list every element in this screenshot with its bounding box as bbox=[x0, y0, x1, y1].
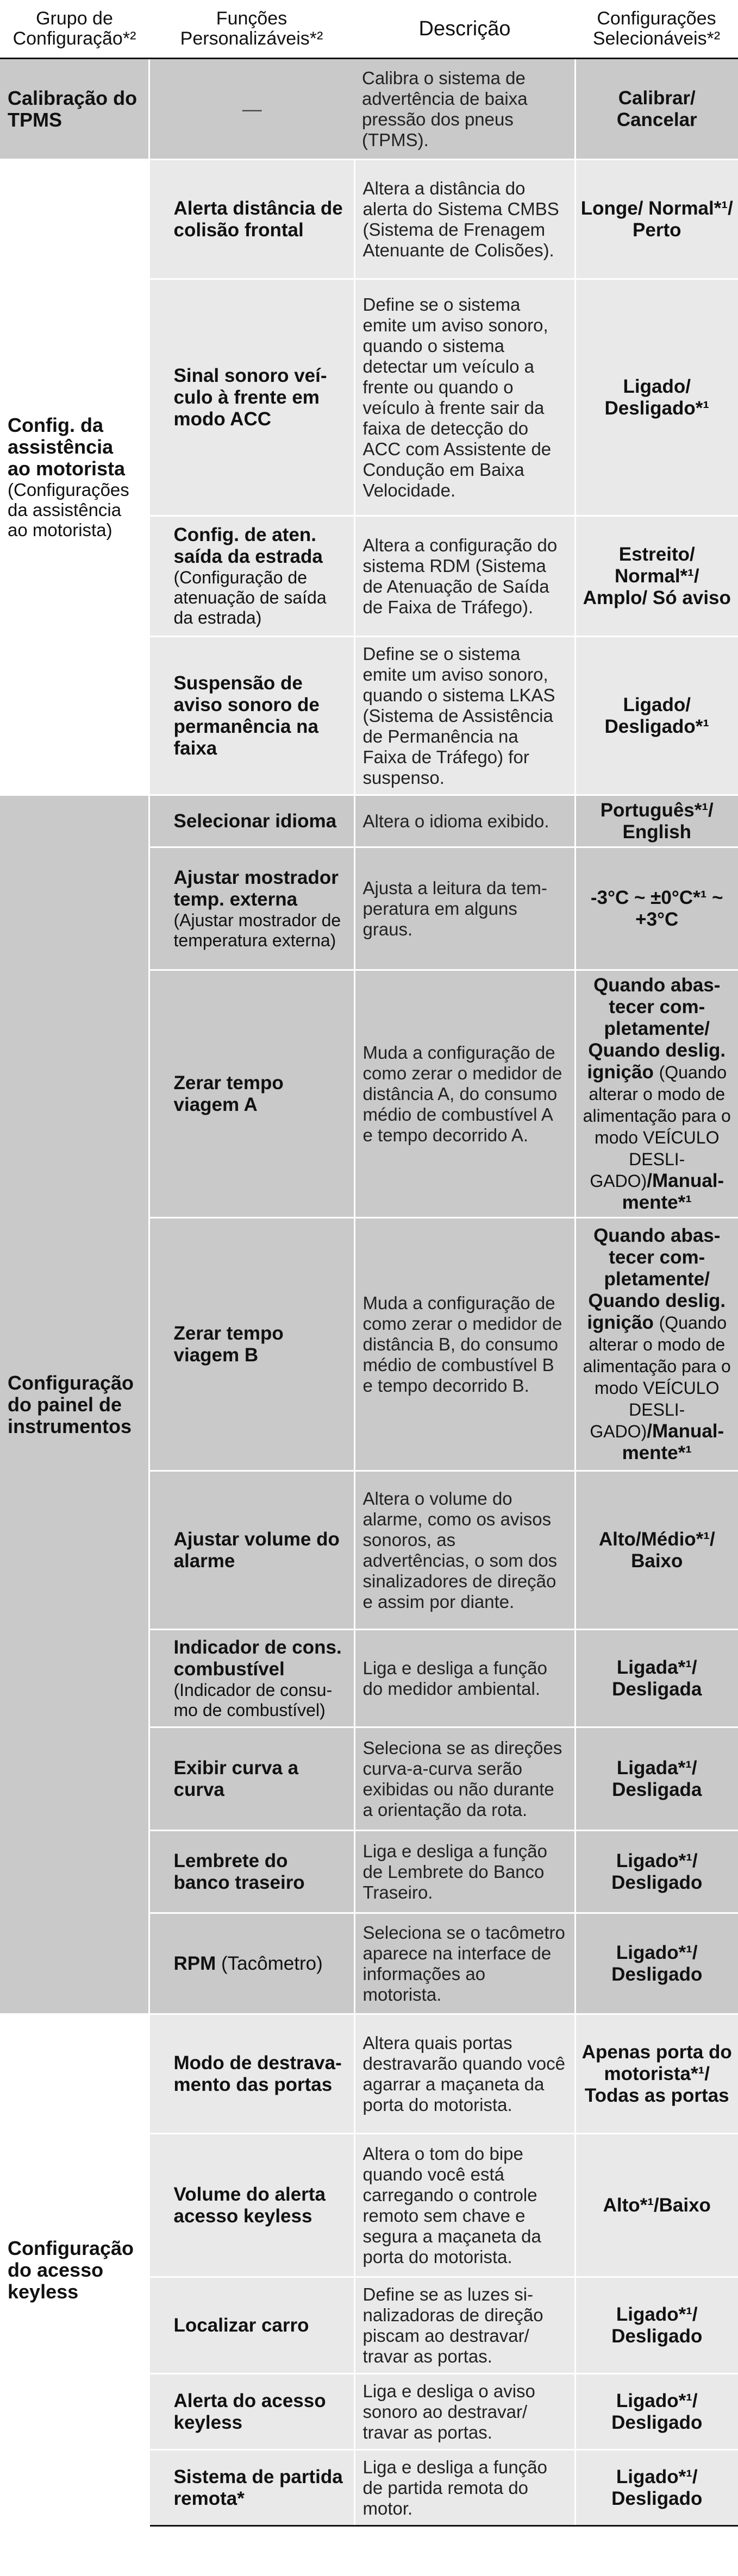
description-cell: Altera o idioma exibido. bbox=[354, 795, 575, 847]
function-cell: Localizar carro bbox=[149, 2277, 354, 2374]
description-cell: Define se o sistema emite um aviso sonoro, quando o sistema LKAS (Sistema de Assistência de Permanência na Faixa de Tráfego) for suspenso. bbox=[354, 637, 575, 795]
table-row bbox=[0, 2014, 738, 2134]
settings-cell: Alto*¹/Baixo bbox=[575, 2134, 738, 2277]
header-group: Grupo de Configuração*² bbox=[0, 0, 149, 59]
description-cell: Seleciona se o tacômetro aparece na interface de informações ao motorista. bbox=[354, 1913, 575, 2014]
function-cell: Sistema de partida remota* bbox=[149, 2450, 354, 2526]
function-cell: Zerar tempo viagem B bbox=[149, 1218, 354, 1471]
settings-cell bbox=[575, 1218, 738, 1471]
function-cell bbox=[149, 1630, 354, 1727]
settings-cell: Alto/Médio*¹/ Baixo bbox=[575, 1471, 738, 1630]
description-cell: Define se o sistema emite um aviso sonoro, quando o sistema detectar um veículo a frente ou quando o veículo à frente sair da faixa de detecção do ACC com Assistente de Condução em Baixa Velocidade. bbox=[354, 279, 575, 516]
description-cell: Altera o volume do alarme, como os avisos sonoros, as advertências, o som dos sinalizadores de direção e assim por diante. bbox=[354, 1471, 575, 1630]
settings-cell: Ligado/ Desligado*¹ bbox=[575, 279, 738, 516]
header-functions: Funções Personalizáveis*² bbox=[149, 0, 354, 59]
function-cell: Suspensão de aviso sonoro de permanência na faixa bbox=[149, 637, 354, 795]
settings-cell: Estreito/ Normal*¹/ Amplo/ Só aviso bbox=[575, 516, 738, 637]
settings-option-a: Quando abastecer completamente/ Quando deslig. ignição bbox=[587, 1224, 726, 1333]
function-subtitle: (Ajustar mostrador de temperatura externa) bbox=[173, 910, 341, 950]
function-title: Config. de aten. saída da estrada bbox=[173, 524, 323, 567]
settings-cell: Ligado*¹/ Desligado bbox=[575, 2277, 738, 2374]
description-cell: Muda a configuração de como zerar o medidor de distância A, do consumo médio de combustível A e tempo decorrido A. bbox=[354, 970, 575, 1218]
function-inline-note: (Tacômetro) bbox=[221, 1952, 323, 1974]
function-cell: Selecionar idioma bbox=[149, 795, 354, 847]
settings-cell bbox=[575, 970, 738, 1218]
settings-cell: Ligado*¹/ Desligado bbox=[575, 1831, 738, 1913]
table-header bbox=[0, 0, 738, 59]
settings-option-a: Quando abastecer completamente/ Quando deslig. ignição bbox=[587, 974, 726, 1083]
description-cell: Define se as luzes sinalizadoras de direção piscam ao destravar/ travar as portas. bbox=[354, 2277, 575, 2374]
description-cell: Seleciona se as direções curva-a-curva serão exibidas ou não durante a orientação da rota. bbox=[354, 1727, 575, 1831]
function-cell: Ajustar volume do alarme bbox=[149, 1471, 354, 1630]
group-subtitle: (Configurações da assistência ao motorista) bbox=[8, 480, 129, 540]
settings-note: (Quando alterar o modo de alimentação para o modo VEÍCULO DESLIGADO) bbox=[583, 1062, 731, 1191]
function-cell: Sinal sonoro veículo à frente em modo ACC bbox=[149, 279, 354, 516]
description-cell: Liga e desliga a função de partida remota do motor. bbox=[354, 2450, 575, 2526]
table-row bbox=[0, 160, 738, 279]
description-cell: Liga e desliga a função de Lembrete do Banco Traseiro. bbox=[354, 1831, 575, 1913]
function-title: RPM bbox=[173, 1952, 216, 1974]
function-subtitle: (Configuração de atenuação de saída da estrada) bbox=[173, 568, 327, 627]
settings-cell: Português*¹/ English bbox=[575, 795, 738, 847]
function-cell: Alerta distância de colisão frontal bbox=[149, 160, 354, 279]
group-cell: Configuração do acesso keyless bbox=[0, 2014, 149, 2526]
function-cell bbox=[149, 847, 354, 970]
function-cell: Zerar tempo viagem A bbox=[149, 970, 354, 1218]
function-title: Indicador de cons. combustível bbox=[173, 1636, 342, 1680]
table-row bbox=[0, 59, 738, 160]
settings-option-b: /Manualmente*¹ bbox=[622, 1420, 724, 1463]
group-cell: Calibração do TPMS bbox=[0, 59, 149, 160]
settings-cell: Ligada*¹/ Desligada bbox=[575, 1727, 738, 1831]
settings-cell: Ligado*¹/ Desligado bbox=[575, 2450, 738, 2526]
settings-cell: Ligado*¹/ Desligado bbox=[575, 2374, 738, 2450]
description-cell: Calibra o sistema de advertência de baixa pressão dos pneus (TPMS). bbox=[354, 59, 575, 160]
description-cell: Liga e desliga o aviso sonoro ao destravar/ travar as portas. bbox=[354, 2374, 575, 2450]
function-cell bbox=[149, 516, 354, 637]
settings-note: (Quando alterar o modo de alimentação para o modo VEÍCULO DESLIGADO) bbox=[583, 1312, 731, 1441]
table-row bbox=[0, 795, 738, 847]
settings-option-b: /Manualmente*¹ bbox=[622, 1170, 724, 1213]
settings-cell: Ligada*¹/ Desligada bbox=[575, 1630, 738, 1727]
description-cell: Altera o tom do bipe quando você está carregando o controle remoto sem chave e segura a maçaneta da porta do motorista. bbox=[354, 2134, 575, 2277]
description-cell: Muda a configuração de como zerar o medidor de distância B, do consumo médio de combustível B e tempo decorrido B. bbox=[354, 1218, 575, 1471]
function-cell: — bbox=[149, 59, 354, 160]
settings-cell: Calibrar/ Cancelar bbox=[575, 59, 738, 160]
function-title: Ajustar mostrador temp. externa bbox=[173, 866, 339, 910]
header-settings: Configurações Selecionáveis*² bbox=[575, 0, 738, 59]
description-cell: Liga e desliga a função do medidor ambiental. bbox=[354, 1630, 575, 1727]
header-description: Descrição bbox=[354, 0, 575, 59]
function-cell bbox=[149, 1913, 354, 2014]
settings-cell: Ligado/ Desligado*¹ bbox=[575, 637, 738, 795]
function-cell: Alerta do acesso keyless bbox=[149, 2374, 354, 2450]
settings-cell: Apenas porta do motorista*¹/ Todas as portas bbox=[575, 2014, 738, 2134]
description-cell: Ajusta a leitura da temperatura em alguns graus. bbox=[354, 847, 575, 970]
settings-cell: Ligado*¹/ Desligado bbox=[575, 1913, 738, 2014]
function-cell: Volume do alerta acesso keyless bbox=[149, 2134, 354, 2277]
group-cell bbox=[0, 160, 149, 795]
description-cell: Altera quais portas destravarão quando você agarrar a maçaneta da porta do motorista. bbox=[354, 2014, 575, 2134]
group-cell: Configuração do painel de instrumentos bbox=[0, 795, 149, 2014]
function-cell: Lembrete do banco traseiro bbox=[149, 1831, 354, 1913]
function-cell: Modo de destravamento das portas bbox=[149, 2014, 354, 2134]
function-subtitle: (Indicador de consumo de combustível) bbox=[173, 1680, 333, 1720]
settings-cell: Longe/ Normal*¹/ Perto bbox=[575, 160, 738, 279]
description-cell: Altera a distância do alerta do Sistema CMBS (Sistema de Frenagem Atenuante de Colisões). bbox=[354, 160, 575, 279]
description-cell: Altera a configuração do sistema RDM (Sistema de Atenuação de Saída de Faixa de Tráfego). bbox=[354, 516, 575, 637]
group-title: Config. da assistência ao motorista bbox=[8, 414, 126, 480]
function-cell: Exibir curva a curva bbox=[149, 1727, 354, 1831]
settings-cell: -3°C ~ ±0°C*¹ ~ +3°C bbox=[575, 847, 738, 970]
